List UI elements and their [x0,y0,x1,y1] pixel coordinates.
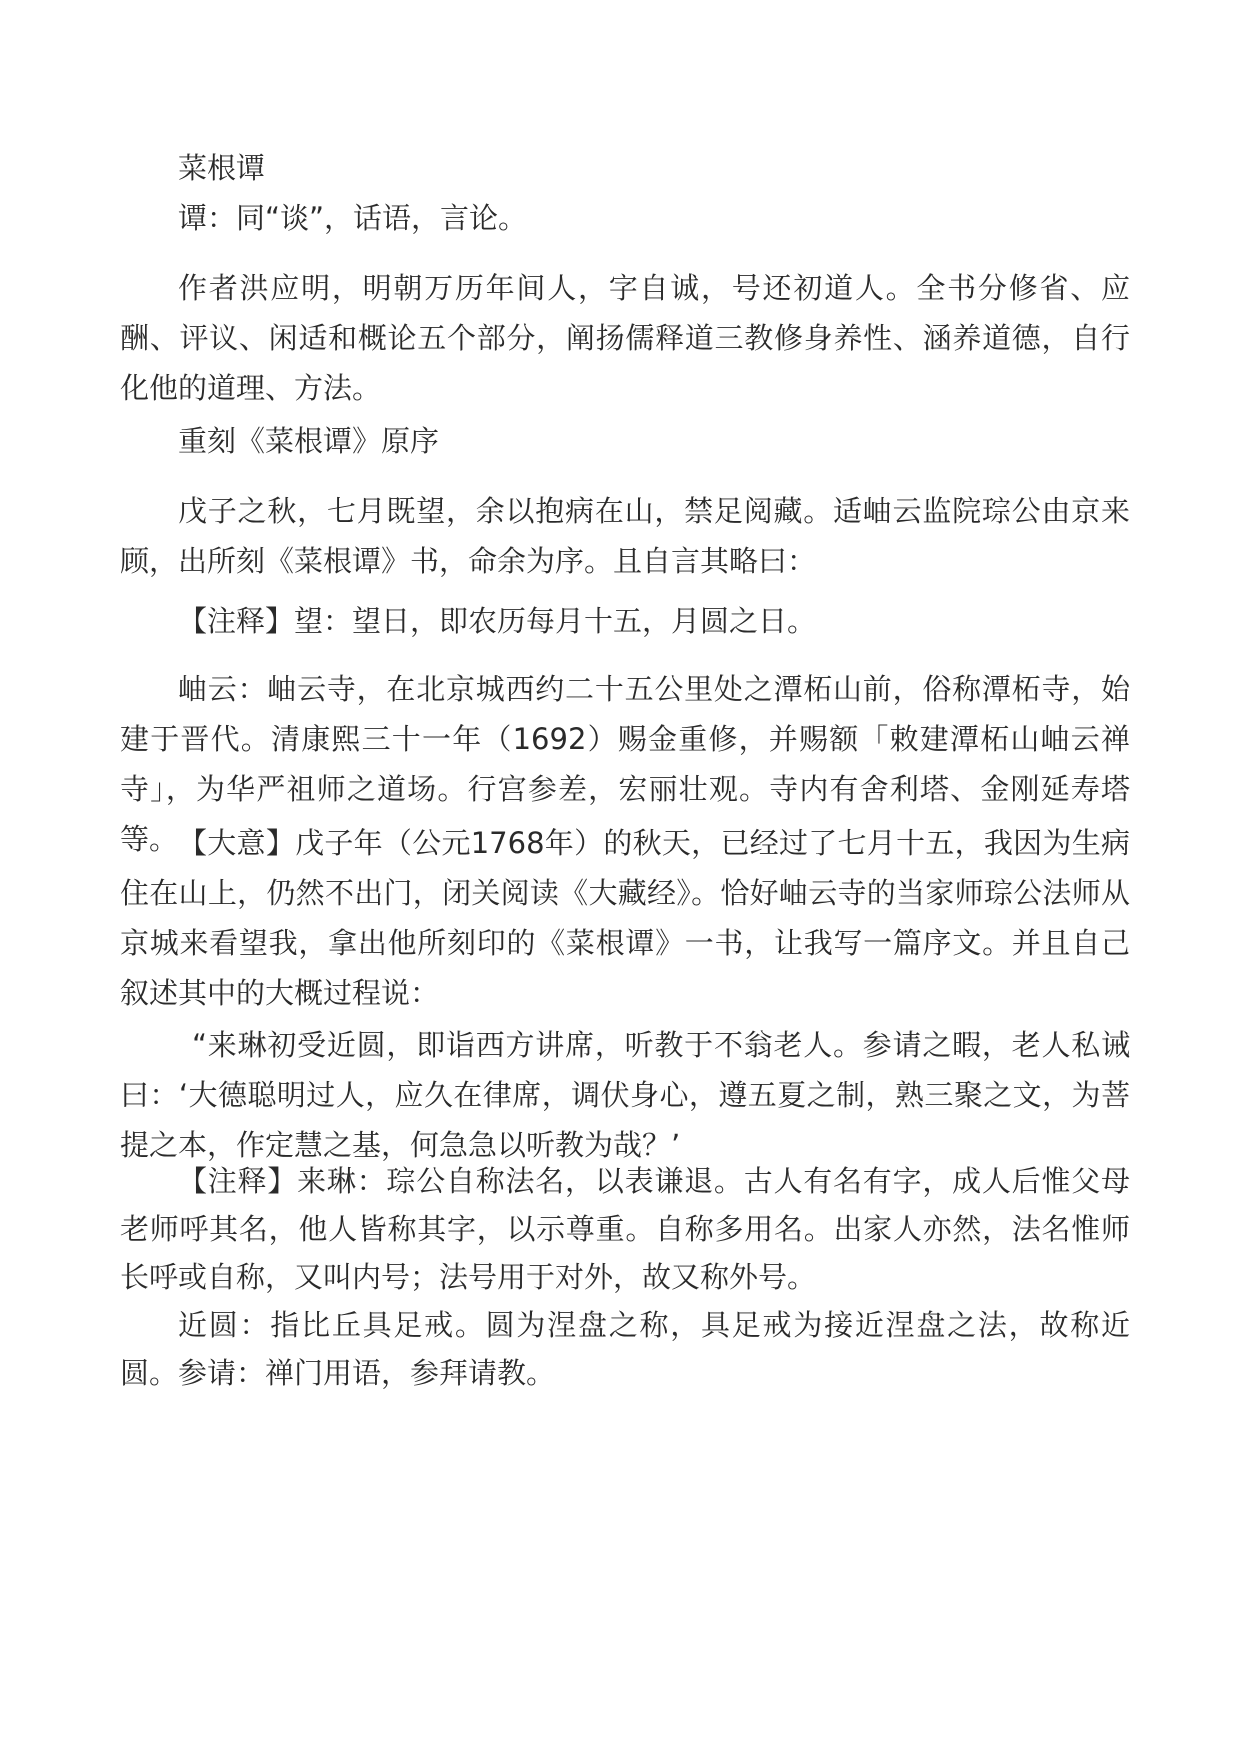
note-jinyuan: 近圆：指比丘具足戒。圆为涅盘之称，具足戒为接近涅盘之法，故称近圆。 [120,1308,1130,1390]
paragraph-quote: “来琳初受近圆，即诣西方讲席，听教于不翁老人。参请之暇，老人私诫曰：‘大德聪明过人，应久在律席，调伏身心，遵五夏之制，熟三聚之文，为菩提之本，作定慧之基，何急急以听教为哉？’ [120,1028,1130,1162]
preface-title: 重刻《菜根谭》原序 [178,424,440,458]
note-lailin: 【注释】来琳：琮公自称法名，以表谦退。古人有名有字，成人后惟父母老师呼其名，他人皆称其字，以示尊重。自称多用名。出家人亦然，法名惟师长呼或自称，又叫内号；法号用于对外，故又称外号。 [120,1164,1130,1294]
note-wang: 【注释】望：望日，即农历每月十五，月圆之日。 [178,604,817,638]
paragraph-dayi: 【大意】戊子年（公元1768年）的秋天，已经过了七月十五，我因为生病住在山上，仍然不出门，闭关阅读《大藏经》。恰好岫云寺的当家师琮公法师从京城来看望我，拿出他所刻印的《菜根谭》一书，让我写一篇序文。并且自己叙述其中的大概过程说： [120,826,1130,1010]
note-canqing: 参请：禅门用语，参拜请教。 [178,1356,556,1390]
paragraph-preface: 戊子之秋，七月既望，余以抱病在山，禁足阅藏。适岫云监院琮公由京来顾，出所刻《菜根谭》书，命余为序。且自言其略曰： [120,494,1130,578]
paragraph-author: 作者洪应明，明朝万历年间人，字自诚，号还初道人。全书分修省、应酬、评议、闲适和概论五个部分，阐扬儒释道三教修身养性、涵养道德，自行化他的道理、方法。 [120,271,1130,405]
note-xiuyun: 岫云：岫云寺，在北京城西约二十五公里处之潭柘山前，俗称潭柘寺，始建于晋代。清康熙三十一年（1692）赐金重修，并赐额「敕建潭柘山岫云禅寺」，为华严祖师之道场。行宫参差，宏丽壮观。寺内有舍利塔、金刚延寿塔等。 [120,672,1130,856]
paragraph-tan-definition: 谭：同“谈”，话语，言论。 [178,201,528,235]
document-title: 菜根谭 [178,151,266,185]
